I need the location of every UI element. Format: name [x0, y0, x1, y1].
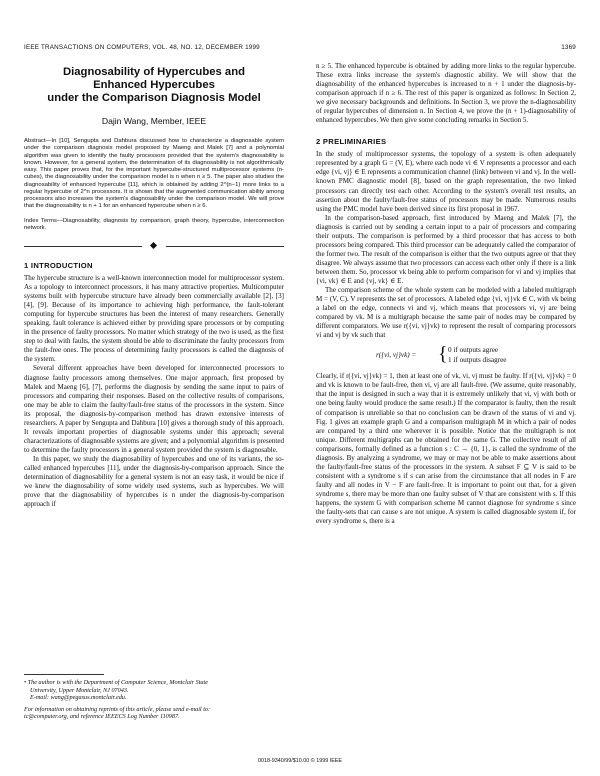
journal-name: IEEE TRANSACTIONS ON COMPUTERS, VOL. 48, NO. 12, DECEMBER 1999 — [24, 44, 260, 51]
footnote-rule — [24, 674, 104, 675]
page-number: 1369 — [561, 44, 576, 51]
formula-lhs: r({vi, vj}vk) = — [376, 351, 417, 360]
separator-line-right — [166, 246, 284, 247]
prelim-paragraph-2: In the comparison-based approach, first introduced by Maeng and Malek [7], the diagnosis is carried out by sending a certain input to a pair of processors and comparing their outputs. The comparison is performed by a third processor that has access to both processors being compared. This third processor can be adequately called the comparator of the former two. The result of the comparison is either that the two outputs agree or that they disagree. We always assume that two processors can access each other only if there is a link between them. So, processor vk being able to perform comparison for vi and vj implies that {vi, vk} ∈ E and {vj, vk} ∈ E. — [316, 213, 576, 285]
left-brace-icon: { — [438, 343, 448, 366]
prelim-paragraph-1: In the study of multiprocessor systems, the topology of a system is often adequately represented by a graph G = (V, E), where each node vi ∈ V represents a processor and each edge {vi, vj} ∈ E represents a communication channel (link) between vi and vj. In the well-known PMC diagnostic model [8], based on the graph representation, the two linked processors can directly test each other. According to the system's overall test results, an assertion about the faulty/fault-free status of processors may be made. Numerous results using the PMC model have been derived since its first proposal in 1967. — [316, 150, 576, 213]
left-column — [24, 62, 284, 509]
section-heading-introduction: 1 INTRODUCTION — [24, 261, 93, 270]
running-header — [24, 44, 576, 54]
intro-paragraph-2: Several different approaches have been developed for interconnected processors to diagnose faulty processors among themselves. One major approach, first proposed by Malek and Maeng [6], [7], performs the diagnosis by sending the same input to pairs of processors and comparing their responses. Based on the collective results of comparisons, one may be able to claim the faulty/fault-free status of the processors in the system. Since its proposal, the diagnosis-by-comparison method has drawn extensive interests of researchers. A paper by Sengupta and Dahbura [10] gives a thorough study of this approach. It reveals important properties of diagnosable systems under this approach; several characterizations of diagnosable systems are given; and a polynomial algorithm is presented to determine the faulty processors in a general system provided the system is diagnosable. — [24, 364, 284, 454]
affiliation-email: E-mail: wang@pegasus.montclair.edu. — [30, 694, 127, 702]
abstract: Abstract—In [10], Sengupta and Dahbura discussed how to characterize a diagnosable system under the comparison diagnosis model proposed by Maeng and Malek [7] and a polynomial algorithm was given to identify the faulty processors provided that the system's diagnosability is known. However, for a general system, the determination of its diagnosability is not algorithmically easy. This paper proves that, for the important hypercube-structured multiprocessor systems (n-cubes), the diagnosability under the comparison model is n when n ≥ 5. The paper also studies the diagnosability of enhanced hypercube [11], which is obtained by adding 2^(n−1) more links to a regular hypercube of 2^n processors. It is shown that the augmented communication ability among processors also increases the system's diagnosability under the comparison model. We will prove that the diagnosability is n + 1 for an enhanced hypercube when n ≥ 6. — [24, 138, 284, 210]
intro-paragraph-3: In this paper, we study the diagnosability of hypercubes and one of its variants, the so-called enhanced hypercubes [11], under the diagnosis-by-comparison approach. Since the determination of diagnosability for a general system is not an easy task, it would be nice if we knew the diagnosability of some widely used systems, such as hypercubes. We will prove that the diagnosability of hypercubes is n under the diagnosis-by-comparison approach if — [24, 454, 284, 509]
footnotes — [24, 674, 284, 721]
preliminaries-body — [316, 150, 576, 340]
prelim-paragraph-3: The comparison scheme of the whole system can be modeled with a labeled multigraph M = (V, C). V represents the set of processors. A labeled edge {vi, vj}vk ∈ C, with vk being a label on the edge, connects vi and vj, which means that processors vi, vj are being compared by vk. M is a multigraph because the same pair of nodes may be compared by different comparators. We use r({vi, vj}vk) to represent the result of comparing processors vi and vj by vk such that — [316, 286, 576, 340]
reprint-line-1: For information on obtaining reprints of this article, please send e-mail to: — [24, 705, 211, 713]
title-line-1: Diagnosability of Hypercubes and — [62, 66, 246, 78]
affiliation-line-1: • The author is with the Department of Computer Science, Montclair State — [24, 679, 208, 686]
after-formula-paragraph: Clearly, if r({vi, vj}vk) = 1, then at least one of vk, vi, vj must be faulty. If r({vi, vj}vk) = 0 and vk is known to be fault-free, then vi, vj are all fault-free. (We assume, quite reasonably, that the input is designed in such a way that it is extremely unlikely that vi, vj with both or one being faulty would produce the same result.) If the comparator is faulty, then the result of comparison is unreliable so that no conclusion can be drawn of the status of vi and vj. Fig. 1 gives an example graph G and a comparison multigraph M in which a pair of nodes are compared by a third one wherever it is possible. Notice that the multigraph is not unique. Different multigraphs can be obtained for the same G. The collective result of all comparisons, formally defined as a function s : C → {0, 1}, is called the syndrome of the diagnosis. By analyzing a syndrome, we may or may not be able to make assertions about the faulty/fault-free status of the processors in the system. A subset F ⊆ V is said to be consistent with a syndrome s if s can arise from the circumstance that all nodes in F are faulty and all nodes in V − F are fault-free. It is important to point out that, for a given syndrome s, there may be more than one faulty subset of V that are consistent with s. If this happens, the system G with comparison scheme M cannot diagnose for syndrome s since the faulty-sets that can cause s are not unique. A system is called diagnosable system if, for every syndrome s, there is a — [316, 372, 576, 526]
intro-continuation: n ≥ 5. The enhanced hypercube is obtained by adding more links to the regular hypercube. These extra links increase the system's diagnostic ability. We will show that the diagnosability of the enhanced hypercubes is increased to n + 1 under the diagnosis-by-comparison approach if n ≥ 6. The rest of this paper is organized as follows: In Section 2, we give necessary backgrounds and definitions. In Section 3, we prove the n-diagnosability of regular hypercubes of dimension n. In Section 4, we prove the (n + 1)-diagnosability of enhanced hypercubes. We then give some concluding remarks in Section 5. — [316, 62, 576, 125]
reprint-line-2: tc@computer.org, and reference IEEECS Log Number 110987. — [24, 713, 180, 721]
diamond-icon — [150, 242, 157, 249]
introduction-body — [24, 274, 284, 509]
copyright-line: 0018-9340/99/$10.00 © 1999 IEEE — [258, 758, 342, 764]
separator-line-left — [24, 246, 142, 247]
title-line-3: under the Comparison Diagnosis Model — [47, 92, 261, 104]
author: Dajin Wang, Member, IEEE — [101, 116, 207, 126]
after-formula-body — [316, 372, 576, 526]
affiliation-line-2: University, Upper Montclair, NJ 07043. — [30, 686, 129, 694]
comparison-result-formula — [316, 344, 576, 368]
section-heading-preliminaries: 2 PRELIMINARIES — [316, 137, 387, 147]
paper-title — [24, 66, 284, 105]
formula-case-agree: 0 if outputs agree — [448, 346, 499, 355]
right-column-body — [316, 62, 576, 125]
section-separator — [24, 237, 284, 255]
formula-case-disagree: 1 if outputs disagree — [448, 356, 507, 365]
right-column — [316, 62, 576, 526]
title-line-2: Enhanced Hypercubes — [93, 79, 215, 91]
intro-paragraph-1: The hypercube structure is a well-known interconnection model for multiprocessor system. As a topology to interconnect processors, it has many attractive properties. Multicomputer systems built with hypercube structure have already been commercially available [2], [3] [4], [9]. Because of its importance to achieving high performance, the fault-tolerant computing for hypercube structures has been the interest of many researchers. Generally speaking, fault tolerance is achieved either by providing spare processors or by computing in the presence of faulty processors. No matter which strategy of the two is used, as the first step to deal with faults, the system should be able to discriminate the faulty processors from the fault-free ones. The process of determining faulty processors is called the diagnosis of the system. — [24, 274, 284, 364]
formula-cases — [448, 345, 507, 365]
index-terms: Index Terms—Diagnosability, diagnosis by comparison, graph theory, hypercube, interconnection network. — [24, 217, 284, 231]
